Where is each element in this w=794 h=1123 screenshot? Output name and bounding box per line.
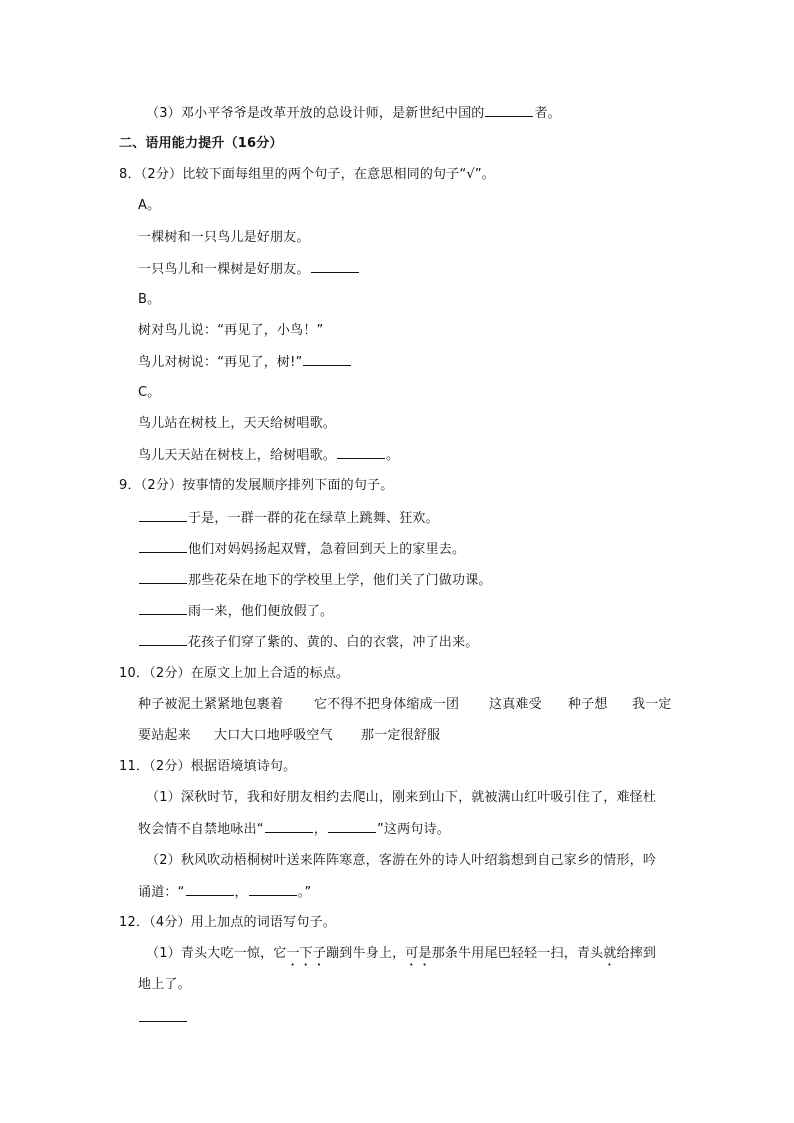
answer-blank[interactable]: [328, 820, 376, 833]
q9-item: 于是，一群一群的花在绿草上跳舞、狂欢。: [138, 509, 439, 528]
question-9-stem: 9．（2分）按事情的发展顺序排列下面的句子。: [119, 478, 394, 493]
answer-blank[interactable]: [139, 633, 187, 646]
q11-part-1-line-2: 牧会情不自禁地咏出“ ， ”这两句诗。: [138, 822, 450, 837]
answer-blank[interactable]: [186, 883, 234, 896]
q8-a-sentence-1: 一棵树和一只鸟儿是好朋友。: [138, 230, 310, 245]
q11-part-2-line-1: （2）秋风吹动梧桐树叶送来阵阵寒意，客游在外的诗人叶绍翁想到自己家乡的情形，吟: [146, 853, 657, 868]
q12-answer-line: [138, 1009, 188, 1028]
q8-c-sentence-1: 鸟儿站在树枝上，天天给树唱歌。: [138, 416, 337, 431]
answer-blank[interactable]: [485, 104, 533, 117]
q7-3-end: 者。: [534, 106, 561, 121]
q9-item: 那些花朵在地下的学校里上学，他们关了门做功课。: [138, 571, 492, 590]
q11-part-1-line-1: （1）深秋时节，我和好朋友相约去爬山，刚来到山下，就被满山红叶吸引住了，难怪杜: [146, 790, 657, 805]
answer-blank[interactable]: [139, 602, 187, 615]
exam-page: （3）邓小平爷爷是改革开放的总设计师，是新世纪中国的 者。 二、语用能力提升（16分） 8．（2分）比较下面每组里的两个句子，在意思相同的句子“√”。 A。 一棵树和一只鸟儿是好朋友。 一只鸟儿和一棵树是好朋友。 B。 树对鸟儿说：“再见了，小鸟！” 鸟儿对树说：“再见了，树!” C。 鸟儿站在树枝上，天天给树唱歌。 鸟儿天天站在树枝上，给树唱歌。 。 9．（2分）按事情的发展顺序排列下面的句子。 于是，一群一群的花在绿草上跳舞、狂欢。 他们对妈妈扬起双臂，急着回到天上的家里去。 那些花朵在地下的学校里上学，他们关了门做功课。 雨一来，他们便放假了。 花孩子们穿了紫的、黄的、白的衣裳，冲了出来。 10．（2分）在原文上加上合适的标点。 种子被泥土紧紧地包裹着 它不得不把身体缩成一团 这真难受 种子想 我一定 要站起来 大口大口地呼吸空气 那一定很舒服 11．（2分）根据语境填诗句。 （1）深秋时节，我和好朋友相约去爬山，刚来到山下，就被满山红叶吸引住了，难怪杜 牧会情不自禁地咏出“ ， ”这两句诗。 （2）秋风吹动梧桐树叶送来阵阵寒意，客游在外的诗人叶绍翁想到自己家乡的情形，吟 诵道：“ ， 。” 12．（4分）用上加点的词语写句子。 （1）青头大吃一惊，它一下子蹦到牛身上，可是那条牛用尾巴轻轻一扫，青头就给摔到 地上了。: [0, 0, 794, 1123]
q7-3-text: （3）邓小平爷爷是改革开放的总设计师，是新世纪中国的: [146, 106, 485, 121]
q9-item: 雨一来，他们便放假了。: [138, 602, 333, 621]
answer-blank[interactable]: [139, 571, 187, 584]
q11-part-2-line-2: 诵道：“ ， 。”: [138, 885, 312, 900]
dotted-word: 可是: [405, 946, 432, 961]
answer-blank[interactable]: [249, 883, 297, 896]
answer-blank[interactable]: [139, 509, 187, 522]
q8-group-b-label: B。: [138, 292, 161, 307]
question-12-stem: 12．（4分）用上加点的词语写句子。: [119, 915, 336, 930]
q8-b-sentence-1: 树对鸟儿说：“再见了，小鸟！”: [138, 323, 324, 338]
question-8-stem: 8．（2分）比较下面每组里的两个句子，在意思相同的句子“√”。: [119, 167, 495, 182]
answer-blank[interactable]: [139, 540, 187, 553]
question-11-stem: 11．（2分）根据语境填诗句。: [119, 759, 297, 774]
q8-c-sentence-2: 鸟儿天天站在树枝上，给树唱歌。 。: [138, 448, 400, 463]
answer-blank[interactable]: [311, 260, 359, 273]
q8-b-sentence-2: 鸟儿对树说：“再见了，树!”: [138, 353, 352, 372]
dotted-word: 就: [603, 946, 617, 961]
section-heading: 二、语用能力提升（16分）: [119, 136, 283, 151]
q8-a-sentence-2: 一只鸟儿和一棵树是好朋友。: [138, 260, 360, 279]
q9-item: 花孩子们穿了紫的、黄的、白的衣裳，冲了出来。: [138, 633, 478, 652]
answer-blank[interactable]: [303, 353, 351, 366]
answer-blank[interactable]: [265, 820, 313, 833]
q8-group-c-label: C。: [138, 385, 161, 400]
question-10-stem: 10．（2分）在原文上加上合适的标点。: [119, 666, 350, 681]
q9-item: 他们对妈妈扬起双臂，急着回到天上的家里去。: [138, 540, 465, 559]
dotted-word: 一下子: [286, 946, 327, 961]
answer-blank[interactable]: [337, 446, 385, 459]
answer-blank[interactable]: [139, 1009, 187, 1022]
q8-group-a-label: A。: [138, 198, 161, 213]
question-7-part-3: [146, 104, 561, 123]
q12-part-1-line-1: （1）青头大吃一惊，它一下子蹦到牛身上，可是那条牛用尾巴轻轻一扫，青头就给摔到: [146, 946, 657, 961]
q12-part-1-line-2: 地上了。: [138, 977, 191, 992]
